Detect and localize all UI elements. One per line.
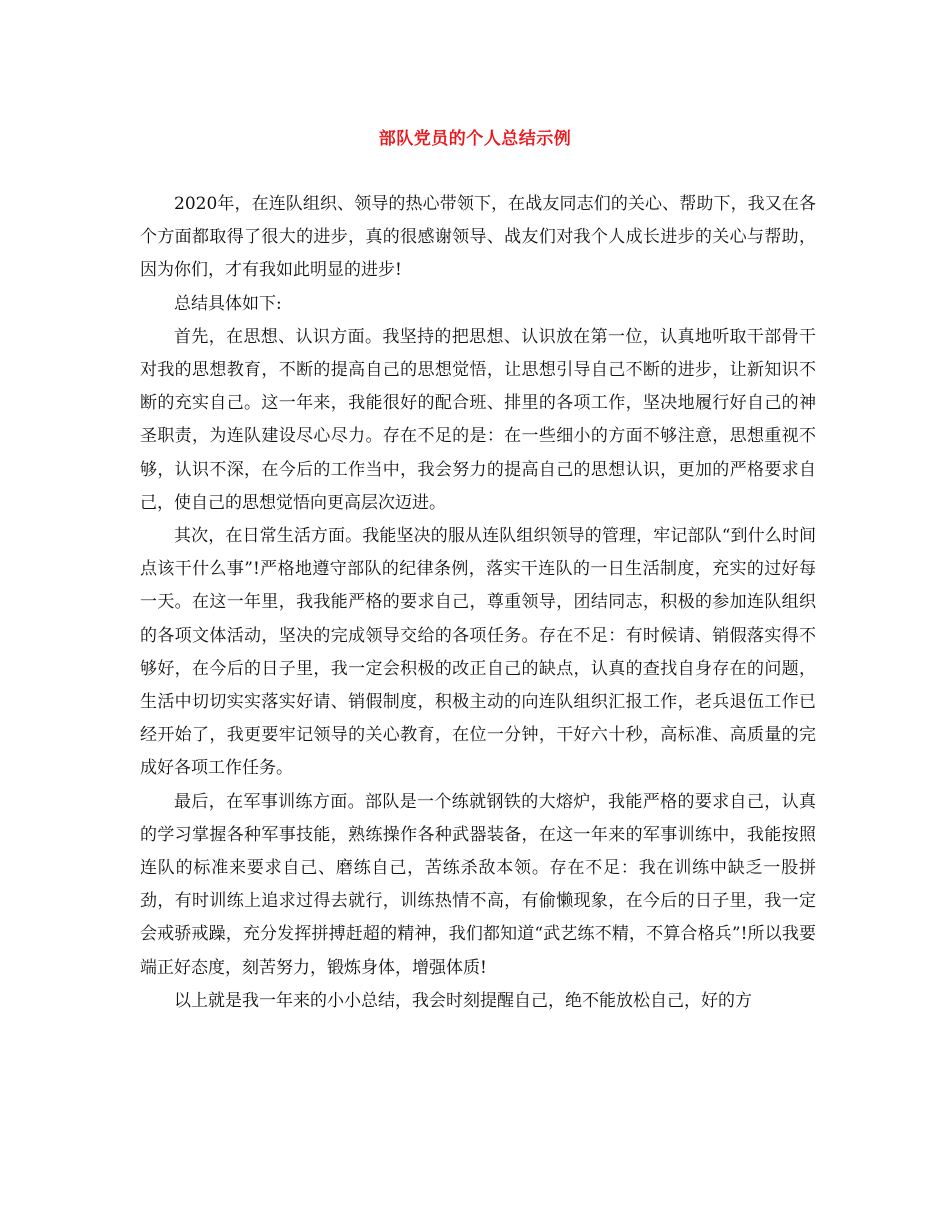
paragraph-intro: 2020年，在连队组织、领导的热心带领下，在战友同志们的关心、帮助下，我又在各个方面都取得了很大的进步，真的很感谢领导、战友们对我个人成长进步的关心与帮助，因为你们，才有我如此明显的进步! (140, 194, 816, 281)
document-title: 部队党员的个人总结示例 (378, 129, 572, 149)
paragraph-military-training: 最后，在军事训练方面。部队是一个练就钢铁的大熔炉，我能严格的要求自己，认真的学习掌握各种军事技能，熟练操作各种武器装备，在这一年来的军事训练中，我能按照连队的标准来要求自己、磨练自己，苦练杀敌本领。存在不足：我在训练中缺乏一股拼劲，有时训练上追求过得去就行，训练热情不高，有偷懒现象，在今后的日子里，我一定会戒骄戒躁，充分发挥拼搏赶超的精神，我们都知道“武艺练不精，不算合格兵”!所以我要端正好态度，刻苦努力，锻炼身体，增强体质! (140, 791, 816, 978)
paragraph-summary-heading: 总结具体如下: (174, 293, 282, 314)
paragraph-daily-life: 其次，在日常生活方面。我能坚决的服从连队组织领导的管理，牢记部队“到什么时间点该干什么事”!严格地遵守部队的纪律条例，落实干连队的一日生活制度，充实的过好每一天。在这一年里，我我能严格的要求自己，尊重领导，团结同志，积极的参加连队组织的各项文体活动，坚决的完成领导交给的各项任务。存在不足：有时候请、销假落实得不够好，在今后的日子里，我一定会积极的改正自己的缺点，认真的查找自身存在的问题，生活中切切实实落实好请、销假制度，积极主动的向连队组织汇报工作，老兵退伍工作已经开始了，我更要牢记领导的关心教育，在位一分钟，干好六十秒，高标准、高质量的完成好各项工作任务。 (140, 526, 816, 779)
document-body (140, 188, 816, 1018)
paragraph-conclusion: 以上就是我一年来的小小总结，我会时刻提醒自己，绝不能放松自己，好的方 (174, 990, 752, 1011)
paragraph-thought: 首先，在思想、认识方面。我坚持的把思想、认识放在第一位，认真地听取干部骨干对我的思想教育，不断的提高自己的思想觉悟，让思想引导自己不断的进步，让新知识不断的充实自己。这一年来，我能很好的配合班、排里的各项工作，坚决地履行好自己的神圣职责，为连队建设尽心尽力。存在不足的是：在一些细小的方面不够注意，思想重视不够，认识不深，在今后的工作当中，我会努力的提高自己的思想认识，更加的严格要求自己，使自己的思想觉悟向更高层次迈进。 (140, 326, 816, 513)
